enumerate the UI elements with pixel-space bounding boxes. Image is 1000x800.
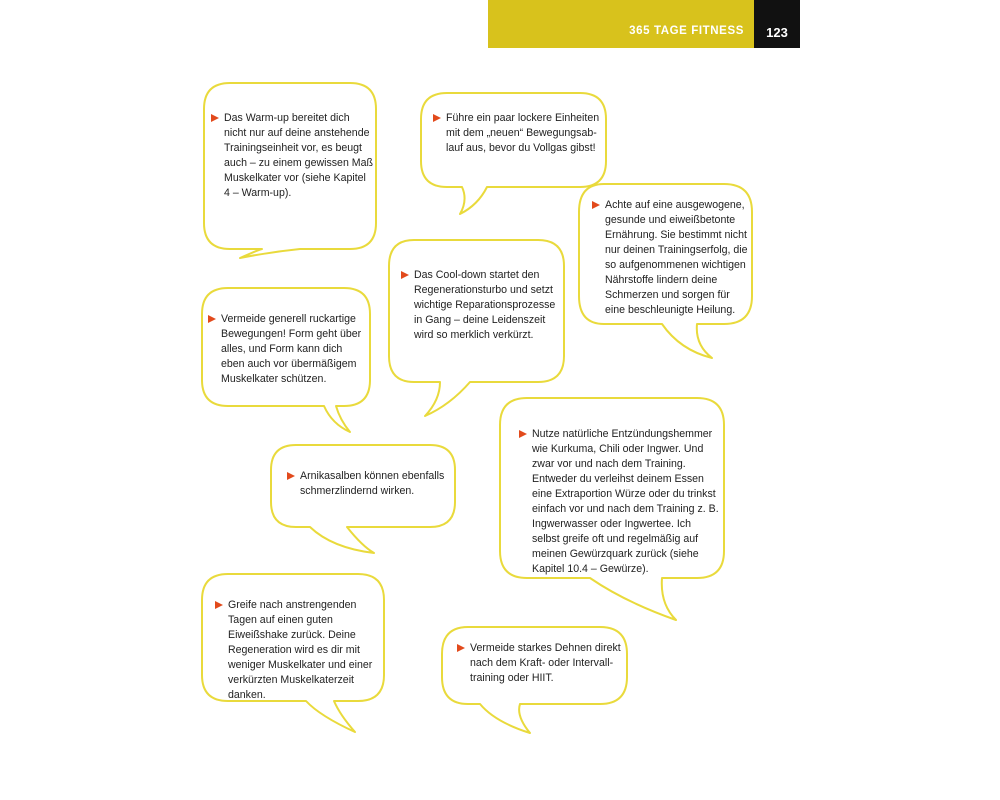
bullet-arrow-icon bbox=[592, 201, 600, 209]
tip-cool-down bbox=[401, 268, 561, 343]
tip-stretching bbox=[457, 641, 622, 686]
page-number: 123 bbox=[754, 0, 800, 48]
bullet-arrow-icon bbox=[433, 114, 441, 122]
bullet-arrow-icon bbox=[519, 430, 527, 438]
tip-text: Nutze natürliche Entzündungshemmer wie Kurkuma, Chili oder Ingwer. Und zwar vor und nach dem Training. Entweder du verleihst deinem Essen eine Extraportion Würze oder du trinkst einfach vor und nach dem Training z. B. Ingwerwasser oder Ingwertee. Ich selbst greife oft und regelmäßig auf meinen Gewürzquark zurück (siehe Kapitel 10.4 – Gewürze). bbox=[532, 428, 719, 575]
tip-text: Das Cool-down startet den Regenerationsturbo und setzt wichtige Reparationsprozesse in Gang – deine Leidenszeit wird so merklich verkürzt. bbox=[414, 269, 556, 341]
bullet-arrow-icon bbox=[457, 644, 465, 652]
speech-bubble-7 bbox=[271, 445, 455, 553]
tip-text: Vermeide generell ruckartige Bewegungen! Form geht über alles, und Form kann dich eben auch vor übermäßigem Muskelkater schützen. bbox=[221, 313, 362, 385]
bullet-arrow-icon bbox=[215, 601, 223, 609]
tip-anti-inflammatory bbox=[519, 427, 720, 577]
bullet-arrow-icon bbox=[401, 271, 409, 279]
bullet-arrow-icon bbox=[211, 114, 219, 122]
tip-avoid-jerky-movements bbox=[208, 312, 368, 387]
tip-protein-shake bbox=[215, 598, 382, 703]
running-header-title: 365 TAGE FITNESS bbox=[629, 25, 744, 37]
tip-warm-up bbox=[211, 111, 373, 201]
tip-text: Achte auf eine ausgewogene, gesunde und eiweißbetonte Ernährung. Sie bestimmt nicht nur deinen Trainingserfolg, die so aufgenommenen wichtigen Nährstoffe lindern deine Schmerzen und sorgen für eine beschleunigte Heilung. bbox=[605, 199, 748, 316]
bullet-arrow-icon bbox=[208, 315, 216, 323]
tip-nutrition bbox=[592, 198, 750, 318]
tip-new-movement bbox=[433, 111, 601, 156]
bullet-arrow-icon bbox=[287, 472, 295, 480]
tip-text: Führe ein paar lockere Einheiten mit dem „neuen“ Bewegungsablauf aus, bevor du Vollgas gibst! bbox=[446, 112, 600, 154]
tip-text: Arnikasalben können ebenfalls schmerzlindernd wirken. bbox=[300, 470, 445, 497]
tip-text: Das Warm-up bereitet dich nicht nur auf deine anstehende Trainingseinheit vor, es beugt auch – zu einem gewissen Maß Muskelkater vor (siehe Kapitel 4 – Warm-up). bbox=[224, 112, 373, 199]
tip-text: Vermeide starkes Dehnen direkt nach dem Kraft- oder Intervalltraining oder HIIT. bbox=[470, 642, 621, 684]
tip-arnica bbox=[287, 469, 453, 499]
tip-text: Greife nach anstrengenden Tagen auf einen guten Eiweißshake zurück. Deine Regeneration wird es dir mit weniger Muskelkater und einer verkürzten Muskelkaterzeit danken. bbox=[228, 599, 373, 701]
